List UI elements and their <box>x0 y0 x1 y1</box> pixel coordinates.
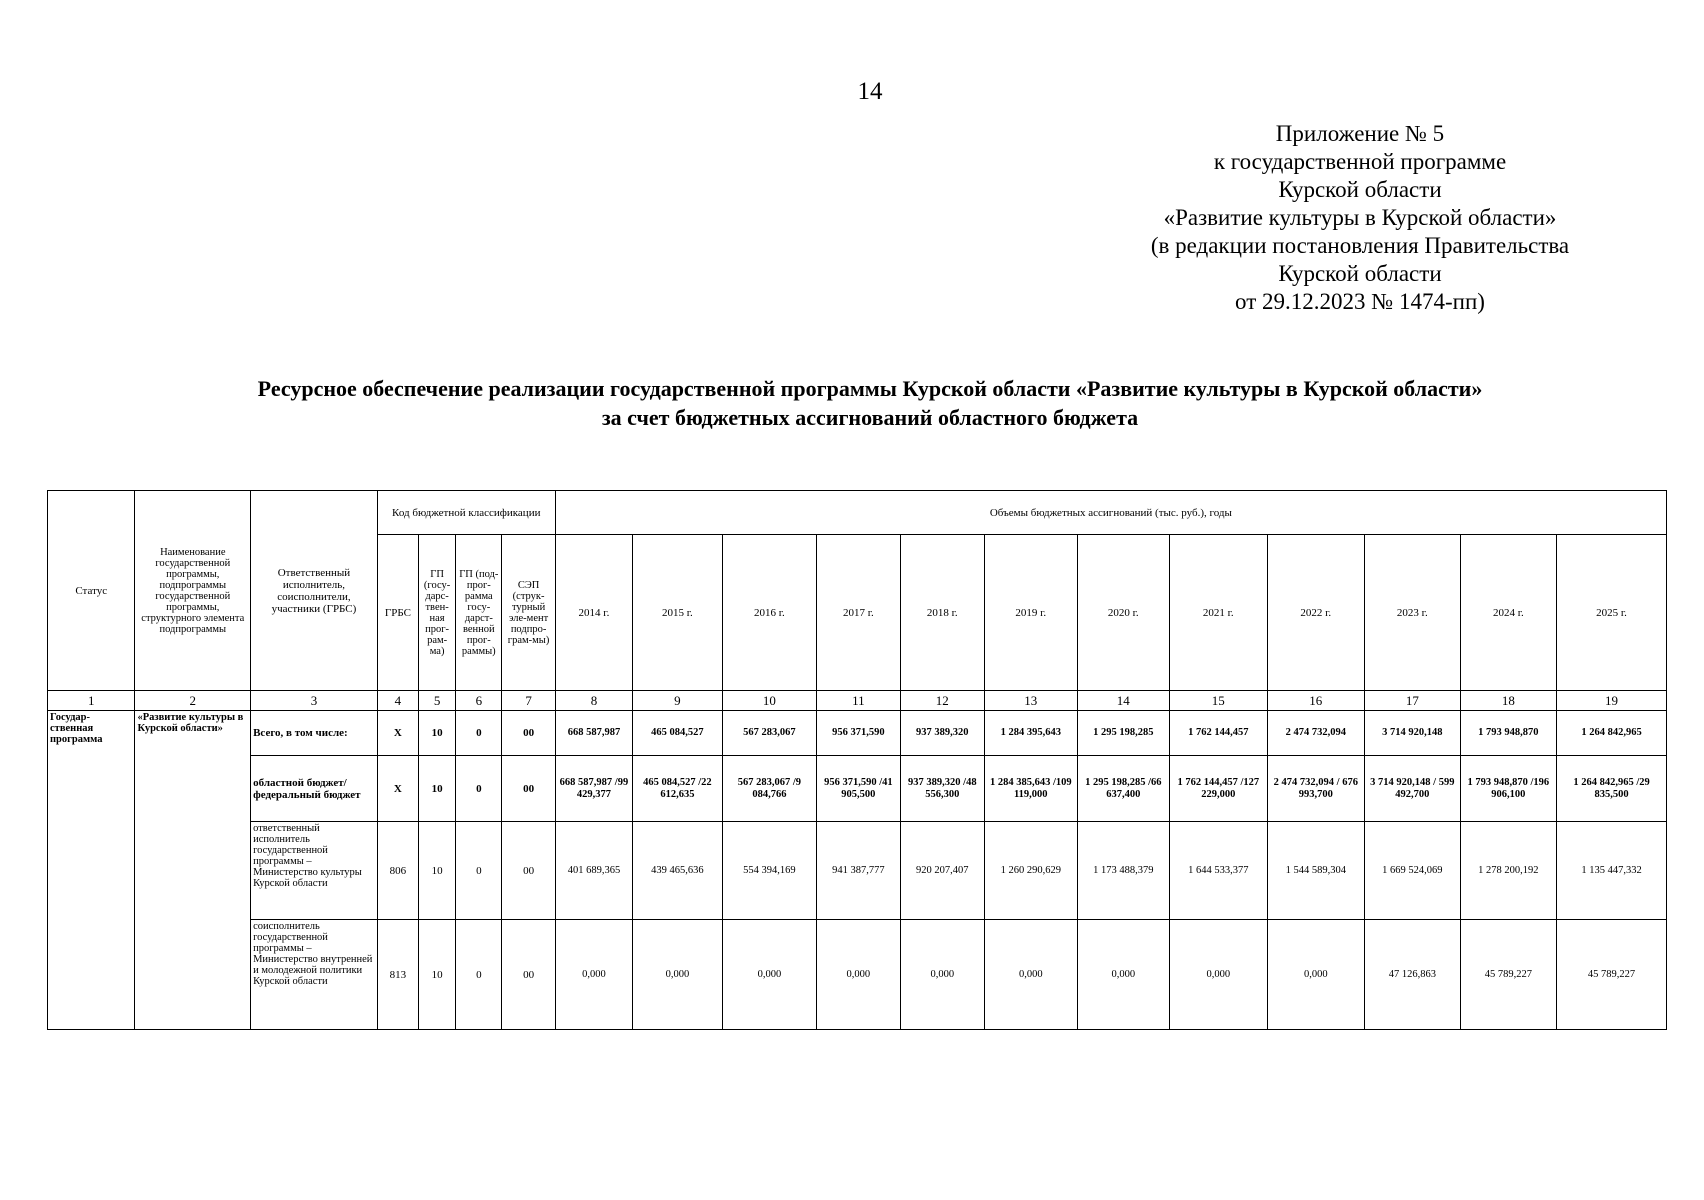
executor-cell: Всего, в том числе: <box>251 711 378 756</box>
gp-cell: 10 <box>419 822 456 920</box>
header-name: Наименование государственной программы, подпрограммы государственной программы, структурного элемента подпрограммы <box>135 491 251 691</box>
value-cell: 0,000 <box>633 920 722 1030</box>
header-year: 2017 г. <box>817 535 900 691</box>
column-number: 3 <box>251 691 378 711</box>
value-cell: 1 284 395,643 <box>985 711 1078 756</box>
gp-cell: 10 <box>419 711 456 756</box>
value-cell: 0,000 <box>900 920 984 1030</box>
appendix-block <box>1110 120 1610 316</box>
appendix-line: Курской области <box>1278 177 1442 202</box>
header-year: 2024 г. <box>1460 535 1557 691</box>
table-row <box>48 711 1667 756</box>
value-cell: 0,000 <box>817 920 900 1030</box>
value-cell: 668 587,987 <box>555 711 632 756</box>
value-cell: 45 789,227 <box>1557 920 1667 1030</box>
appendix-line: от 29.12.2023 № 1474-пп) <box>1235 289 1485 314</box>
appendix-line: Приложение № 5 <box>1275 121 1445 146</box>
status-cell: Государ-ственная программа <box>48 711 135 1030</box>
column-number: 1 <box>48 691 135 711</box>
value-cell: 1 260 290,629 <box>985 822 1078 920</box>
header-year: 2021 г. <box>1170 535 1268 691</box>
value-cell: 1 793 948,870 <box>1460 711 1557 756</box>
appendix-line: «Развитие культуры в Курской области» <box>1163 205 1557 230</box>
column-number: 13 <box>985 691 1078 711</box>
value-cell: 47 126,863 <box>1365 920 1461 1030</box>
column-number: 16 <box>1267 691 1365 711</box>
value-cell: 1 644 533,377 <box>1170 822 1268 920</box>
value-cell: 3 714 920,148 <box>1365 711 1461 756</box>
sep-cell: 00 <box>502 920 555 1030</box>
value-cell: 937 389,320 /48 556,300 <box>900 756 984 822</box>
header-code-group: Код бюджетной классификации <box>377 491 555 535</box>
header-status: Статус <box>48 491 135 691</box>
grbs-cell: X <box>377 756 418 822</box>
value-cell: 941 387,777 <box>817 822 900 920</box>
value-cell: 1 278 200,192 <box>1460 822 1557 920</box>
value-cell: 3 714 920,148 / 599 492,700 <box>1365 756 1461 822</box>
executor-cell: ответственный исполнитель государственной программы – Министерство культуры Курской области <box>251 822 378 920</box>
value-cell: 1 284 385,643 /109 119,000 <box>985 756 1078 822</box>
table-row <box>48 822 1667 920</box>
column-number: 10 <box>722 691 817 711</box>
value-cell: 956 371,590 /41 905,500 <box>817 756 900 822</box>
column-number: 14 <box>1077 691 1170 711</box>
value-cell: 1 295 198,285 /66 637,400 <box>1077 756 1170 822</box>
table-row <box>48 920 1667 1030</box>
pgp-cell: 0 <box>456 711 502 756</box>
gp-cell: 10 <box>419 756 456 822</box>
value-cell: 2 474 732,094 <box>1267 711 1365 756</box>
value-cell: 0,000 <box>1077 920 1170 1030</box>
pgp-cell: 0 <box>456 756 502 822</box>
column-number: 15 <box>1170 691 1268 711</box>
column-number: 6 <box>456 691 502 711</box>
appendix-line: (в редакции постановления Правительства <box>1150 233 1570 258</box>
sep-cell: 00 <box>502 756 555 822</box>
column-number: 18 <box>1460 691 1557 711</box>
header-year: 2022 г. <box>1267 535 1365 691</box>
column-number: 5 <box>419 691 456 711</box>
value-cell: 1 264 842,965 <box>1557 711 1667 756</box>
column-number: 8 <box>555 691 632 711</box>
appendix-line: Курской области <box>1278 261 1442 286</box>
header-year: 2020 г. <box>1077 535 1170 691</box>
header-grbs: ГРБС <box>377 535 418 691</box>
value-cell: 1 135 447,332 <box>1557 822 1667 920</box>
value-cell: 0,000 <box>555 920 632 1030</box>
value-cell: 1 264 842,965 /29 835,500 <box>1557 756 1667 822</box>
value-cell: 0,000 <box>1267 920 1365 1030</box>
value-cell: 1 173 488,379 <box>1077 822 1170 920</box>
value-cell: 1 762 144,457 <box>1170 711 1268 756</box>
header-year: 2023 г. <box>1365 535 1461 691</box>
title-line-1: Ресурсное обеспечение реализации государственной программы Курской области «Развитие культуры в Курской области» <box>257 376 1483 401</box>
header-year: 2016 г. <box>722 535 817 691</box>
header-year: 2014 г. <box>555 535 632 691</box>
header-pgp: ГП (под-прог-рамма госу-дарст-венной прог-раммы) <box>456 535 502 691</box>
value-cell: 554 394,169 <box>722 822 817 920</box>
title-line-2: за счет бюджетных ассигнований областного бюджета <box>601 405 1139 430</box>
value-cell: 401 689,365 <box>555 822 632 920</box>
executor-cell: областной бюджет/ федеральный бюджет <box>251 756 378 822</box>
pgp-cell: 0 <box>456 920 502 1030</box>
column-number: 7 <box>502 691 555 711</box>
value-cell: 567 283,067 /9 084,766 <box>722 756 817 822</box>
appendix-line: к государственной программе <box>1213 149 1507 174</box>
grbs-cell: X <box>377 711 418 756</box>
header-executor: Ответственный исполнитель, соисполнители, участники (ГРБС) <box>251 491 378 691</box>
header-year: 2019 г. <box>985 535 1078 691</box>
executor-cell: соисполнитель государственной программы – Министерство внутренней и молодежной политики Курской области <box>251 920 378 1030</box>
value-cell: 956 371,590 <box>817 711 900 756</box>
header-volumes-group: Объемы бюджетных ассигнований (тыс. руб.), годы <box>555 491 1666 535</box>
value-cell: 0,000 <box>985 920 1078 1030</box>
header-sep: СЭП (струк-турный эле-мент подпро-грам-мы) <box>502 535 555 691</box>
value-cell: 668 587,987 /99 429,377 <box>555 756 632 822</box>
grbs-cell: 806 <box>377 822 418 920</box>
header-year: 2015 г. <box>633 535 722 691</box>
column-number: 17 <box>1365 691 1461 711</box>
header-year: 2018 г. <box>900 535 984 691</box>
value-cell: 1 669 524,069 <box>1365 822 1461 920</box>
header-year: 2025 г. <box>1557 535 1667 691</box>
grbs-cell: 813 <box>377 920 418 1030</box>
value-cell: 937 389,320 <box>900 711 984 756</box>
header-gp: ГП (госу-дарс-твен-ная прог-рам-ма) <box>419 535 456 691</box>
document-title <box>150 374 1590 432</box>
pgp-cell: 0 <box>456 822 502 920</box>
gp-cell: 10 <box>419 920 456 1030</box>
budget-table <box>47 490 1667 1030</box>
sep-cell: 00 <box>502 711 555 756</box>
budget-table-wrap <box>47 490 1667 1030</box>
sep-cell: 00 <box>502 822 555 920</box>
program-name-cell: «Развитие культуры в Курской области» <box>135 711 251 1030</box>
value-cell: 439 465,636 <box>633 822 722 920</box>
value-cell: 0,000 <box>1170 920 1268 1030</box>
column-number: 4 <box>377 691 418 711</box>
value-cell: 1 544 589,304 <box>1267 822 1365 920</box>
value-cell: 1 762 144,457 /127 229,000 <box>1170 756 1268 822</box>
value-cell: 567 283,067 <box>722 711 817 756</box>
table-row <box>48 756 1667 822</box>
column-number: 11 <box>817 691 900 711</box>
column-number: 9 <box>633 691 722 711</box>
value-cell: 45 789,227 <box>1460 920 1557 1030</box>
value-cell: 2 474 732,094 / 676 993,700 <box>1267 756 1365 822</box>
column-number: 12 <box>900 691 984 711</box>
value-cell: 465 084,527 /22 612,635 <box>633 756 722 822</box>
page-number: 14 <box>857 78 883 105</box>
value-cell: 0,000 <box>722 920 817 1030</box>
column-number: 2 <box>135 691 251 711</box>
value-cell: 1 295 198,285 <box>1077 711 1170 756</box>
column-number: 19 <box>1557 691 1667 711</box>
value-cell: 465 084,527 <box>633 711 722 756</box>
value-cell: 920 207,407 <box>900 822 984 920</box>
value-cell: 1 793 948,870 /196 906,100 <box>1460 756 1557 822</box>
